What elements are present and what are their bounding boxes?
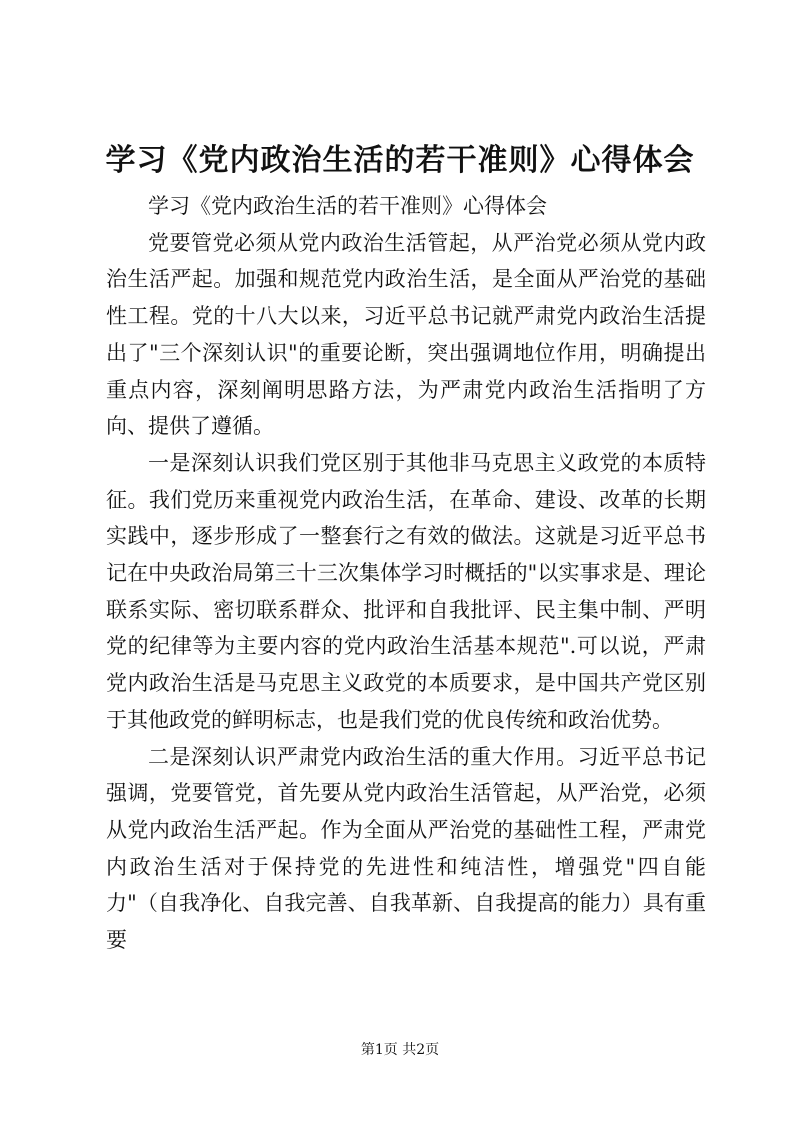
paragraph-intro: 党要管党必须从党内政治生活管起，从严治党必须从党内政治生活严起。加强和规范党内政治生活，是全面从严治党的基础性工程。党的十八大以来，习近平总书记就严肃党内政治生活提出了"三个深刻认识"的重要论断，突出强调地位作用，明确提出重点内容，深刻阐明思路方法，为严肃党内政治生活指明了方向、提供了遵循。	[106, 230, 706, 439]
paragraph-point-one: 一是深刻认识我们党区别于其他非马克思主义政党的本质特征。我们党历来重视党内政治生活，在革命、建设、改革的长期实践中，逐步形成了一整套行之有效的做法。这就是习近平总书记在中央政治局第三十三次集体学习时概括的"以实事求是、理论联系实际、密切联系群众、批评和自我批评、民主集中制、严明党的纪律等为主要内容的党内政治生活基本规范".可以说，严肃党内政治生活是马克思主义政党的本质要求，是中国共产党区别于其他政党的鲜明标志，也是我们党的优良传统和政治优势。	[106, 450, 706, 732]
document-title: 学习《党内政治生活的若干准则》心得体会	[105, 143, 695, 178]
paragraph-point-two: 二是深刻认识严肃党内政治生活的重大作用。习近平总书记强调，党要管党，首先要从党内政治生活管起，从严治党，必须从党内政治生活严起。作为全面从严治党的基础性工程，严肃党内政治生活对于保持党的先进性和纯洁性，增强党"四自能力"（自我净化、自我完善、自我革新、自我提高的能力）具有重要	[106, 744, 706, 953]
paragraph-subtitle: 学习《党内政治生活的若干准则》心得体会	[148, 194, 547, 218]
document-body	[106, 188, 706, 959]
page-footer: 第1页 共2页	[360, 1042, 440, 1058]
